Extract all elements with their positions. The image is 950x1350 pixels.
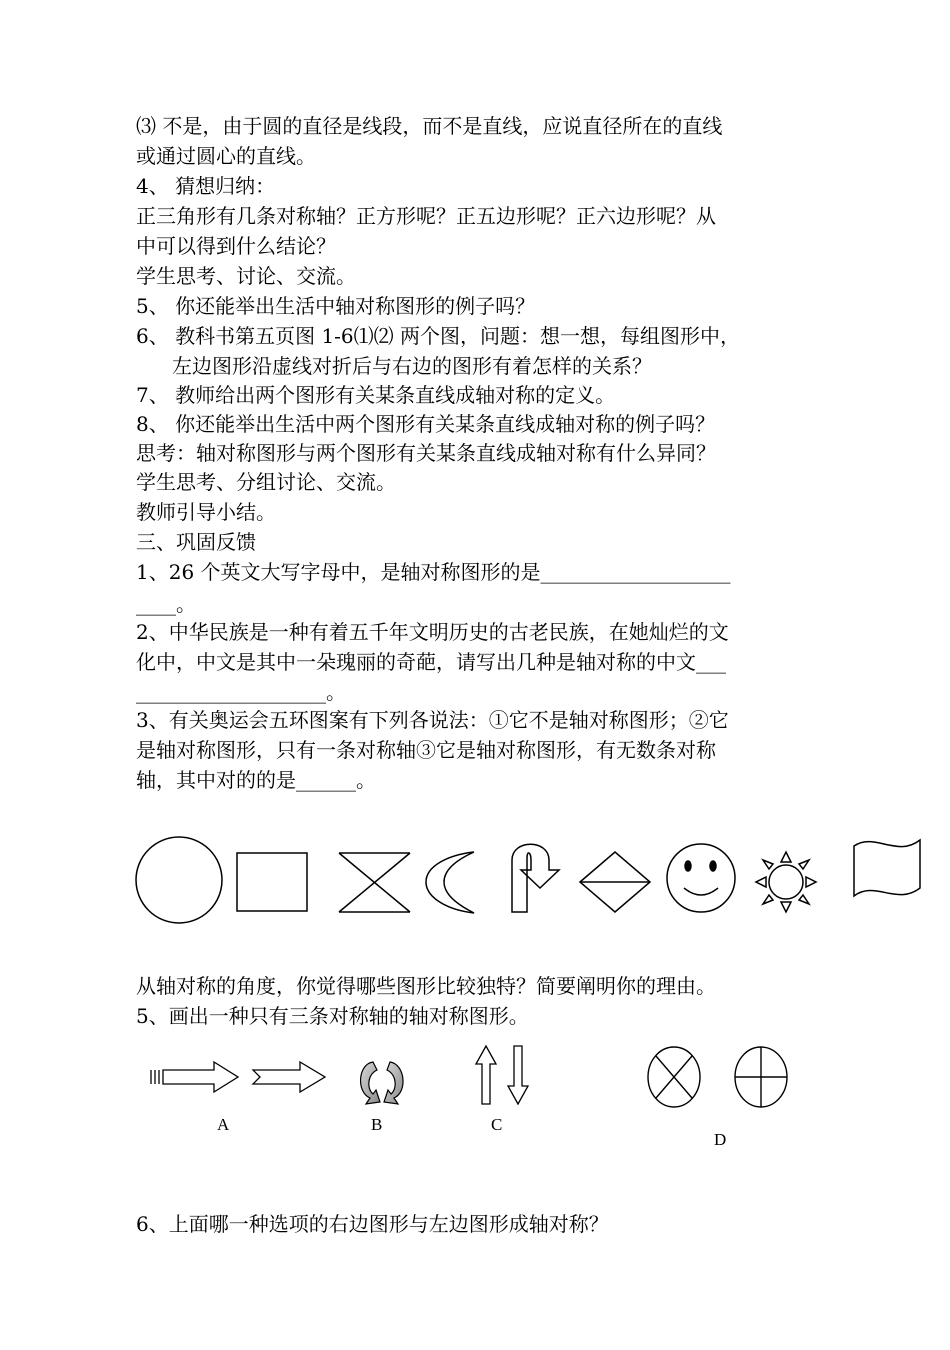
question-line: 3、有关奥运会五环图案有下列各说法：①它不是轴对称图形；②它 (136, 708, 729, 732)
question-line: 是轴对称图形，只有一条对称轴③它是轴对称图形，有无数条对称 (136, 738, 716, 762)
arrow-down-icon (508, 1046, 528, 1104)
circle-icon (136, 837, 222, 923)
section-heading: 4、 猜想归纳： (136, 174, 276, 198)
section-heading: 三、巩固反馈 (136, 530, 256, 554)
option-c-figure (476, 1046, 528, 1104)
arrow-icon (151, 1062, 238, 1092)
curved-arrow-icon (384, 1062, 403, 1104)
question-line: 5、画出一种只有三条对称轴的轴对称图形。 (136, 1004, 529, 1028)
u-turn-arrow-icon (512, 844, 559, 912)
text-line: 正三角形有几条对称轴？正方形呢？正五边形呢？正六边形呢？从 (136, 204, 716, 228)
text-line: 思考：轴对称图形与两个图形有关某条直线成轴对称有什么异同？ (136, 441, 716, 465)
question-line: ___________________。 (136, 680, 346, 704)
question-line: ____。 (136, 592, 196, 616)
text-line: 学生思考、分组讨论、交流。 (136, 470, 396, 494)
question-line: 2、中华民族是一种有着五千年文明历史的古老民族，在她灿烂的文 (136, 620, 729, 644)
option-label-d: D (714, 1130, 727, 1149)
circle-plus-icon (735, 1047, 787, 1107)
square-icon (237, 853, 307, 911)
arrow-icon (253, 1062, 325, 1092)
text-line: 中可以得到什么结论？ (136, 234, 336, 258)
text-line: 8、 你还能举出生活中两个图形有关某条直线成轴对称的例子吗？ (136, 412, 716, 436)
circle-x-icon (648, 1047, 700, 1107)
text-line: ⑶ 不是，由于圆的直径是线段，而不是直线，应说直径所在的直线 (136, 114, 723, 138)
option-a-figure (151, 1062, 325, 1092)
option-d-figure (648, 1047, 787, 1107)
text-line: 或通过圆心的直线。 (136, 144, 316, 168)
smiley-face-icon (667, 844, 735, 912)
option-b-figure (361, 1062, 403, 1104)
question-line: 1、26 个英文大写字母中，是轴对称图形的是___________________ (136, 560, 731, 584)
text-line: 5、 你还能举出生活中轴对称图形的例子吗？ (136, 294, 536, 318)
flag-icon (854, 840, 920, 896)
text-line: 教师引导小结。 (136, 500, 276, 524)
text-line: 6、 教科书第五页图 1-6⑴⑵ 两个图，问题：想一想，每组图形中， (136, 324, 741, 348)
option-label-b: B (371, 1115, 383, 1134)
crescent-moon-icon (426, 852, 474, 913)
question-line: 从轴对称的角度，你觉得哪些图形比较独特？简要阐明你的理由。 (136, 974, 716, 998)
curved-arrow-icon (361, 1062, 380, 1104)
hourglass-icon (339, 853, 410, 912)
text-line: 7、 教师给出两个图形有关某条直线成轴对称的定义。 (136, 383, 616, 407)
option-label-c: C (491, 1115, 503, 1134)
sun-icon (756, 852, 816, 912)
question-line: 化中，中文是其中一朵瑰丽的奇葩，请写出几种是轴对称的中文___ (136, 650, 726, 674)
text-line: 学生思考、讨论、交流。 (136, 264, 356, 288)
rhombus-icon (580, 852, 650, 912)
question-line: 轴，其中对的的是______。 (136, 768, 376, 792)
arrow-up-icon (476, 1046, 496, 1104)
question-line: 6、上面哪一种选项的右边图形与左边图形成轴对称？ (136, 1212, 609, 1236)
option-label-a: A (217, 1115, 230, 1134)
text-line: 左边图形沿虚线对折后与右边的图形有着怎样的关系？ (172, 354, 652, 378)
